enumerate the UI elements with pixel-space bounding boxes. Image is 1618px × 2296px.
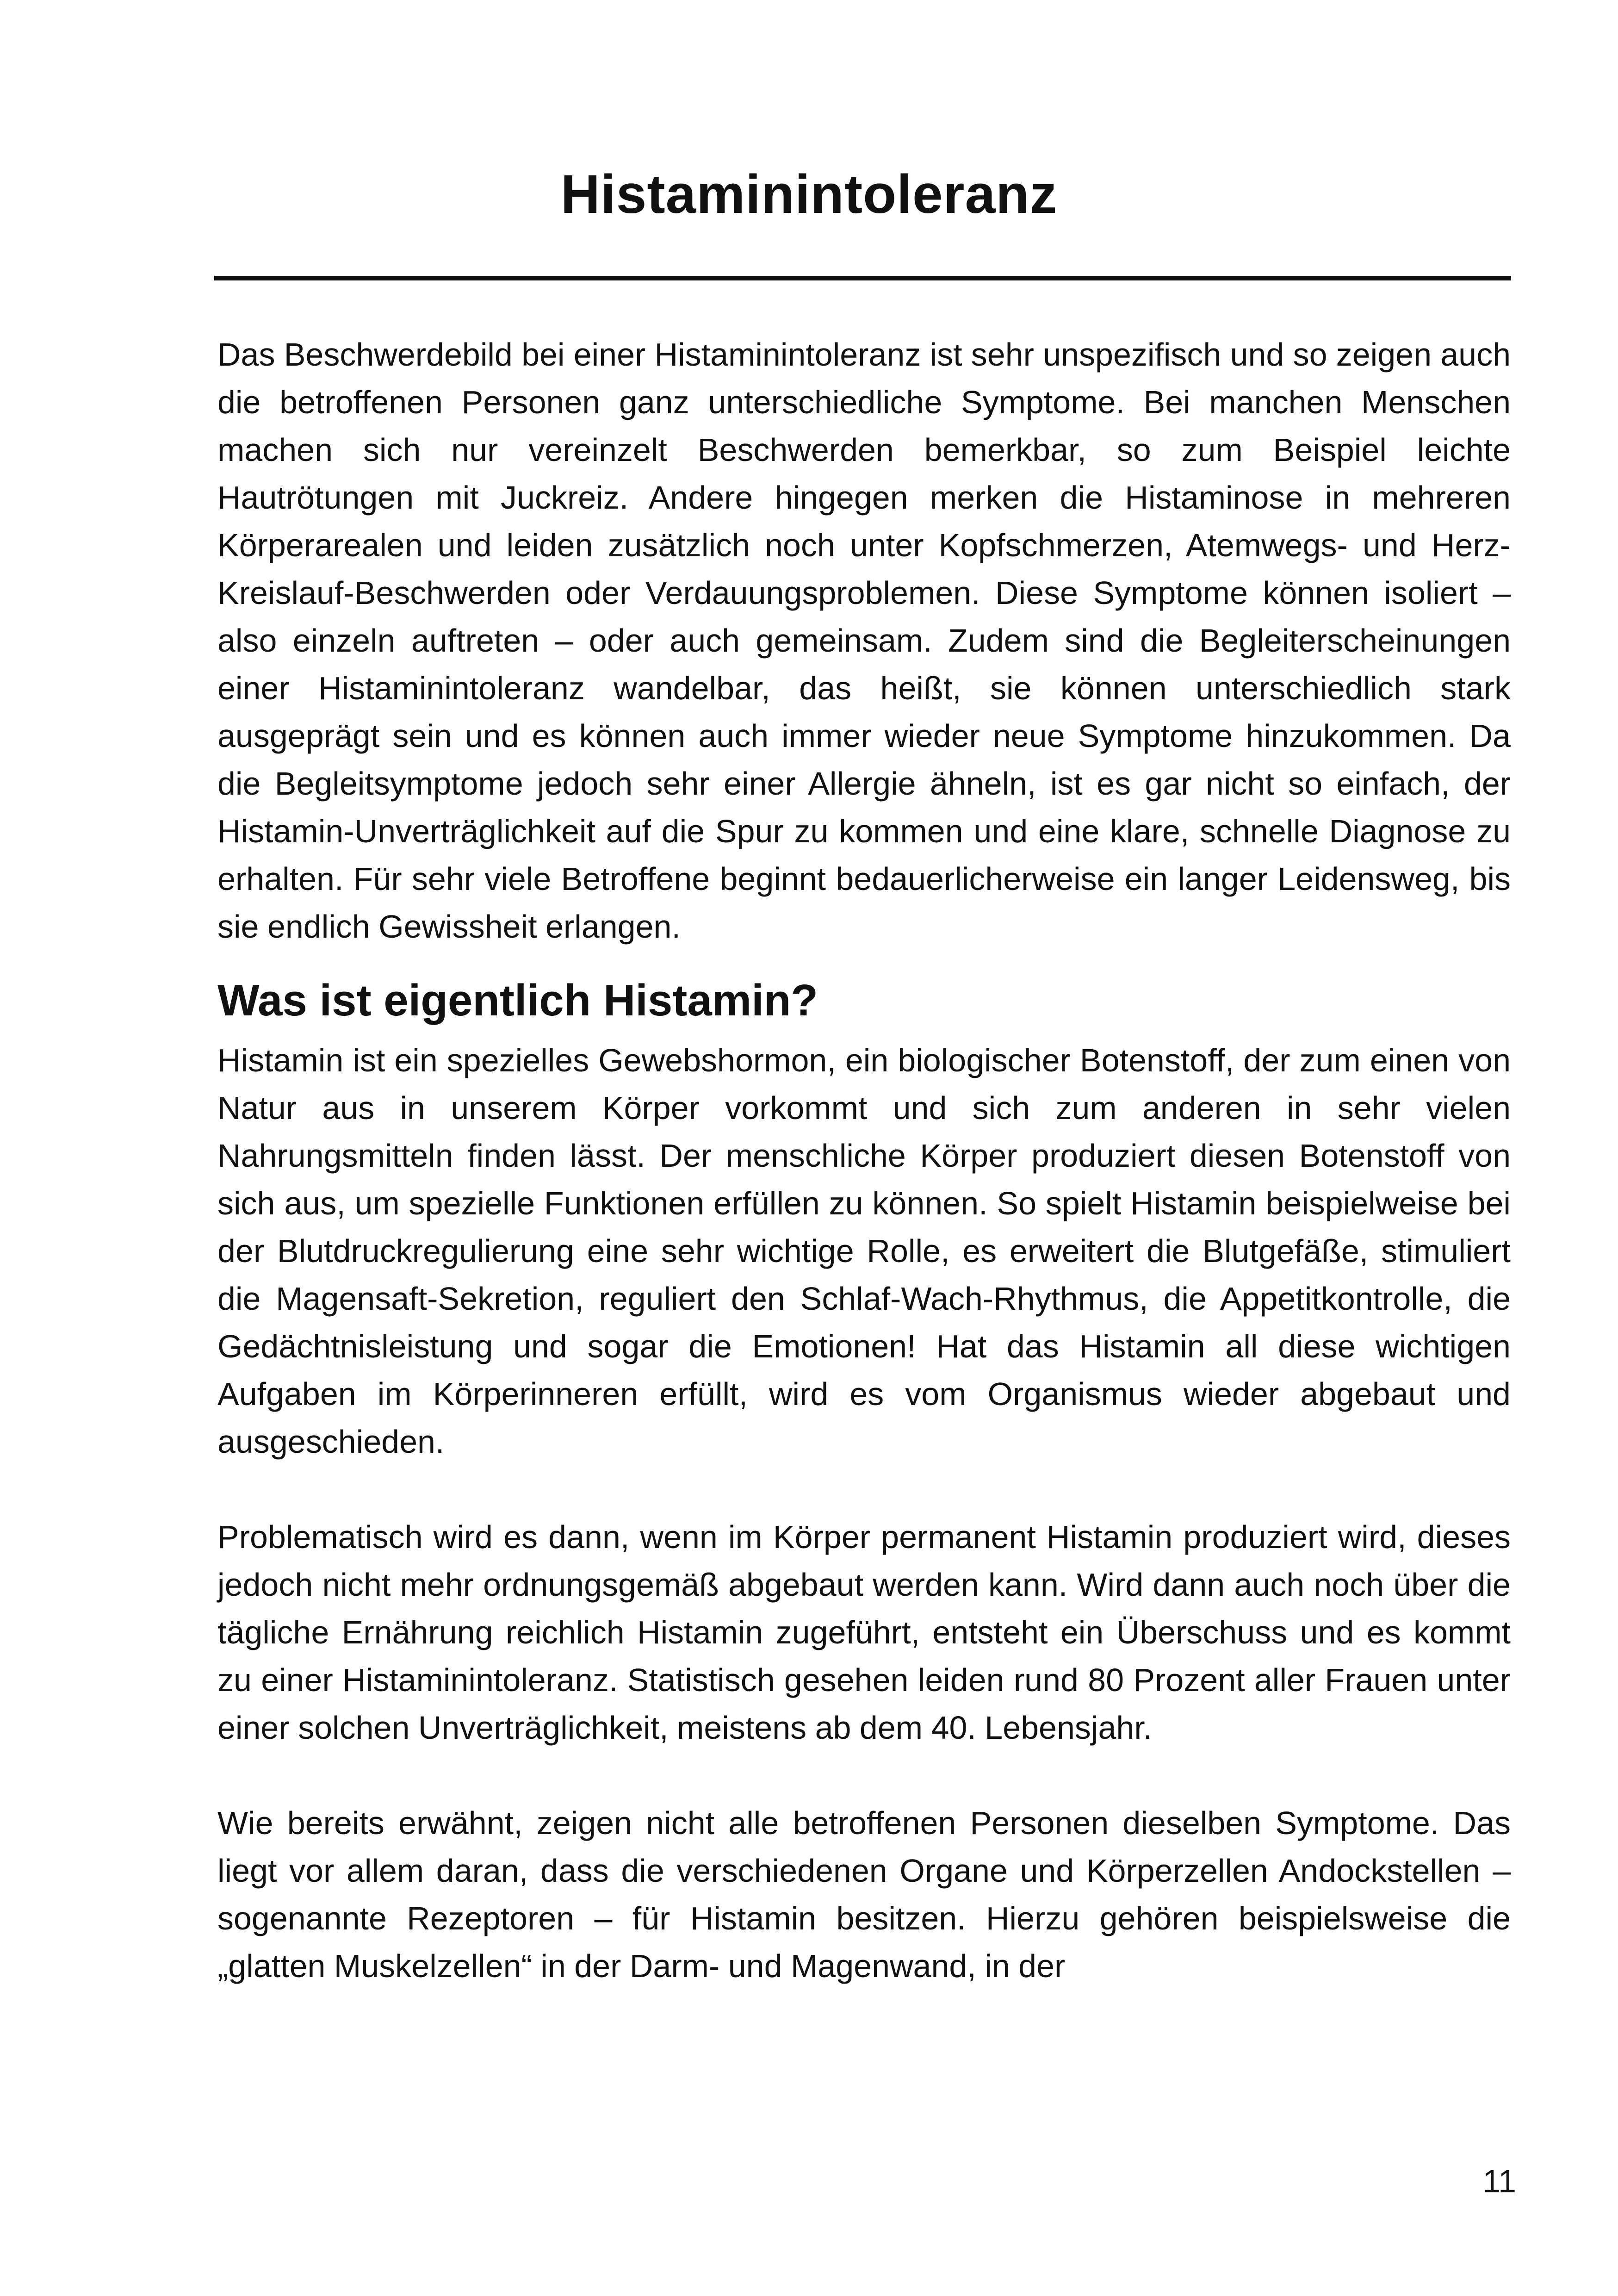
body-text xyxy=(217,331,1511,1990)
intro-paragraph: Das Beschwerdebild bei einer Histaminintoleranz ist sehr unspezifisch und so zeigen auch die betroffenen Personen ganz unterschiedliche Symptome. Bei manchen Menschen machen sich nur vereinzelt Beschwerden bemerkbar, so zum Beispiel leichte Hautrötungen mit Juckreiz. Andere hingegen merken die Histaminose in mehreren Körperarealen und leiden zusätzlich noch unter Kopfschmerzen, Atemwegs- und Herz-Kreislauf-Beschwerden oder Verdauungsproblemen. Diese Symptome können isoliert – also einzeln auftreten – oder auch gemeinsam. Zudem sind die Begleiterscheinungen einer Histaminintoleranz wandelbar, das heißt, sie können unterschiedlich stark ausgeprägt sein und es können auch immer wieder neue Symptome hinzukommen. Da die Begleitsymptome jedoch sehr einer Allergie ähneln, ist es gar nicht so einfach, der Histamin-Unverträglichkeit auf die Spur zu kommen und eine klare, schnelle Diagnose zu erhalten. Für sehr viele Betroffene beginnt bedauerlicherweise ein langer Leidensweg, bis sie endlich Gewissheit erlangen. xyxy=(217,336,1511,945)
section-paragraph-3: Wie bereits erwähnt, zeigen nicht alle betroffenen Personen dieselben Symptome. Das liegt vor allem daran, dass die verschiedenen Organe und Körperzellen Andockstellen – sogenannte Rezeptoren – für Histamin besitzen. Hierzu gehören beispielsweise die „glatten Muskelzellen“ in der Darm- und Magenwand, in der xyxy=(217,1805,1511,1984)
page-title: Histaminintoleranz xyxy=(560,164,1058,225)
page-number: 11 xyxy=(1482,2163,1516,2199)
title-divider xyxy=(214,276,1511,280)
section-heading: Was ist eigentlich Histamin? xyxy=(217,976,818,1025)
section-paragraph-2: Problematisch wird es dann, wenn im Körper permanent Histamin produziert wird, dieses jedoch nicht mehr ordnungsgemäß abgebaut werden kann. Wird dann auch noch über die tägliche Ernährung reichlich Histamin zugeführt, entsteht ein Überschuss und es kommt zu einer Histaminintoleranz. Statistisch gesehen leiden rund 80 Prozent aller Frauen unter einer solchen Unverträglichkeit, meistens ab dem 40. Lebensjahr. xyxy=(217,1519,1511,1746)
section-paragraph-1: Histamin ist ein spezielles Gewebshormon, ein biologischer Botenstoff, der zum einen von Natur aus in unserem Körper vorkommt und sich zum anderen in sehr vielen Nahrungsmitteln finden lässt. Der menschliche Körper produziert diesen Botenstoff von sich aus, um spezielle Funktionen erfüllen zu können. So spielt Histamin beispielweise bei der Blutdruckregulierung eine sehr wichtige Rolle, es erweitert die Blutgefäße, stimuliert die Magensaft-Sekretion, reguliert den Schlaf-Wach-Rhythmus, die Appetitkontrolle, die Gedächtnisleistung und sogar die Emotionen! Hat das Histamin all diese wichtigen Aufgaben im Körperinneren erfüllt, wird es vom Organismus wieder abgebaut und ausgeschieden. xyxy=(217,1042,1511,1460)
